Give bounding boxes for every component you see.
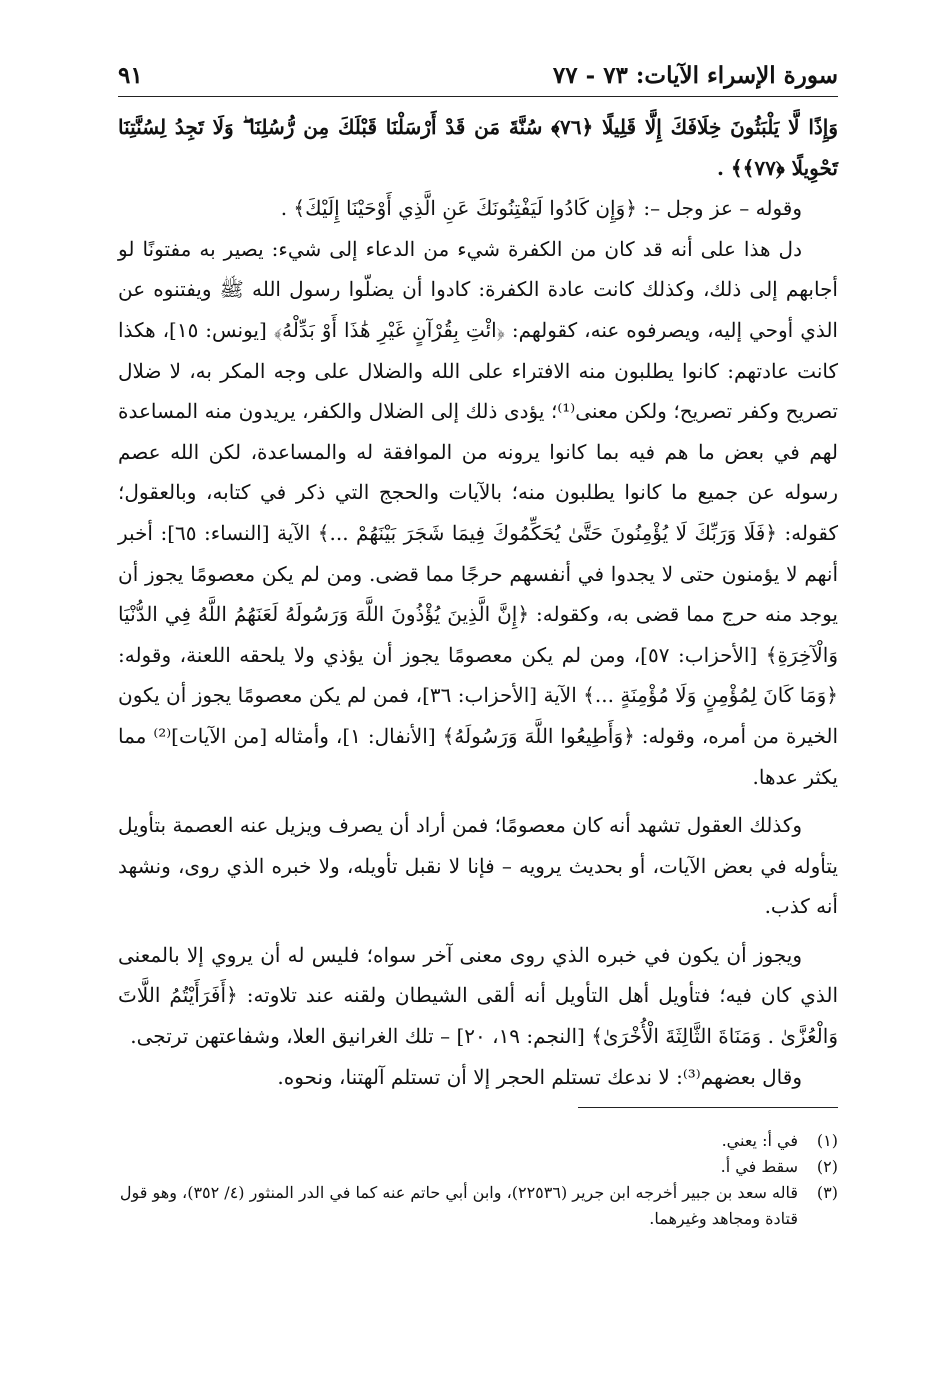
footnote-text: في أ: يعني. <box>721 1131 798 1151</box>
paragraph-reason: وكذلك العقول تشهد أنه كان معصومًا؛ فمن أراد أن يصرف ويزيل عنه العصمة بتأويل يتأوله في بعض الآيات، أو بحديث يرويه – فإنا لا نقبل تأويله، ولا خبره الذي روى، ونشهد أنه كذب. <box>118 813 838 919</box>
page-header <box>118 52 838 97</box>
footnote-item <box>118 1154 838 1180</box>
footnote-item <box>118 1128 838 1154</box>
paragraph-quran-verses: وَإِذًا لَّا يَلْبَثُونَ خِلَافَكَ إِلَّا قَلِيلًا ﴿٧٦﴾ سُنَّةَ مَن قَدْ أَرْسَلْنَا قَبْلَكَ مِن رُّسُلِنَا ۖ وَلَا تَجِدُ لِسُنَّتِنَا تَحْوِيلًا ﴿٧٧﴾﴾ . <box>118 115 839 180</box>
paragraph-verse-quote: وقوله – عز وجل –: ﴿وَإِن كَادُوا لَيَفْتِنُونَكَ عَنِ الَّذِي أَوْحَيْنَا إِلَيْكَ﴾ . <box>280 196 802 221</box>
footnote-separator <box>578 1107 838 1108</box>
paragraph-saying: وقال بعضهم⁽³⁾: لا ندعك تستلم الحجر إلا أن تستلم آلهتنا، ونحوه. <box>277 1064 802 1089</box>
footnote-number: (٢) <box>816 1157 838 1177</box>
footnote-text: قاله سعد بن جبير أخرجه ابن جرير (٢٢٥٣٦)، وابن أبي حاتم عنه كما في الدر المنثور (٤/ ٣٥٢)، وهو قول قتادة ومجاهد وغيرهما. <box>119 1183 798 1229</box>
footnote-number: (٣) <box>816 1183 838 1203</box>
page-number: ٩١ <box>118 62 143 89</box>
running-title: سورة الإسراء الآيات: ٧٣ - ٧٧ <box>552 62 838 89</box>
footnote-text: سقط في أ. <box>720 1157 798 1177</box>
footnote-number: (١) <box>816 1131 838 1151</box>
paragraph-interpretation: ويجوز أن يكون في خبره الذي روى معنى آخر سواه؛ فليس له أن يروي إلا بالمعنى الذي كان فيه؛ فتأويل أهل التأويل أنه ألقى الشيطان ولقنه عند تلاوته: ﴿أَفَرَأَيْتُمُ اللَّاتَ وَالْعُزَّىٰ . وَمَنَاةَ الثَّالِثَةَ الْأُخْرَىٰ﴾ [النجم: ١٩، ٢٠] – تلك الغرانيق العلا، وشفاعتهن ترتجى. <box>118 942 838 1049</box>
footnotes <box>118 1128 838 1232</box>
footnote-item <box>118 1180 838 1232</box>
book-page <box>118 52 838 1232</box>
paragraph-commentary: دل هذا على أنه قد كان من الكفرة شيء من الدعاء إلى شيء: يصير به مفتونًا لو أجابهم إلى ذلك، وكذلك كانت عادة الكفرة: كادوا أن يضلّوا رسول الله ﷺ ويفتنوه عن الذي أوحي إليه، ويصرفوه عنه، كقولهم: ﴿ائْتِ بِقُرْآنٍ غَيْرِ هَٰذَا أَوْ بَدِّلْهُ﴾ [يونس: ١٥]، هكذا كانت عادتهم: كانوا يطلبون منه الافتراء على الله والضلال على وجه المكر به، لا ضلال تصريح وكفر تصريح؛ ولكن معنى⁽¹⁾؛ يؤدى ذلك إلى الضلال والكفر، يريدون منه المساعدة لهم في بعض ما هم فيه بما كانوا يرونه من الموافقة له والمساعدة، لكن الله عصم رسوله عن جميع ما كانوا يطلبون منه؛ بالآيات والحجج التي ذكر في كتابه، وبالعقول؛ كقوله: ﴿فَلَا وَرَبِّكَ لَا يُؤْمِنُونَ حَتَّىٰ يُحَكِّمُوكَ فِيمَا شَجَرَ بَيْنَهُمْ ...﴾ الآية [النساء: ٦٥]: أخبر أنهم لا يؤمنون حتى لا يجدوا في أنفسهم حرجًا مما قضى. ومن لم يكن معصومًا يجوز أن يوجد منه حرج مما قضى به، وكقوله: ﴿إِنَّ الَّذِينَ يُؤْذُونَ اللَّهَ وَرَسُولَهُ لَعَنَهُمُ اللَّهُ فِي الدُّنْيَا وَالْآخِرَةِ﴾ [الأحزاب: ٥٧]، ومن لم يكن معصومًا يجوز أن يؤذي ولا يلحقه اللعنة، وقوله: ﴿وَمَا كَانَ لِمُؤْمِنٍ وَلَا مُؤْمِنَةٍ ...﴾ الآية [الأحزاب: ٣٦]، فمن لم يكن معصومًا يجوز أن يكون الخيرة من أمره، وقوله: ﴿وَأَطِيعُوا اللَّهَ وَرَسُولَهُ﴾ [الأنفال: ١]، وأمثاله [من الآيات]⁽²⁾ مما يكثر عدها. <box>118 236 839 789</box>
main-text <box>118 107 838 1097</box>
